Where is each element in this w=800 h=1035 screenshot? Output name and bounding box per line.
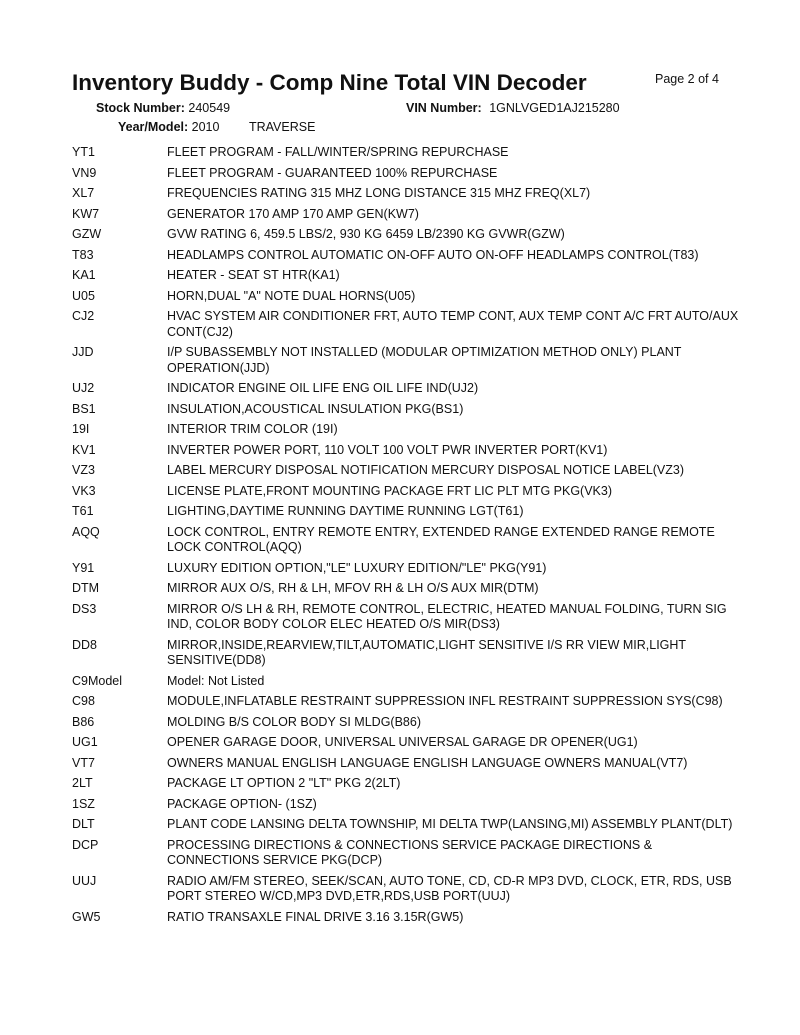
option-code: KA1: [72, 268, 96, 282]
option-code: GW5: [72, 909, 101, 924]
option-description: PLANT CODE LANSING DELTA TOWNSHIP, MI DELTA TWP(LANSING,MI) ASSEMBLY PLANT(DLT): [167, 817, 733, 831]
vin-number-value: 1GNLVGED1AJ215280: [489, 101, 620, 115]
option-code: DLT: [72, 817, 95, 831]
option-row: [72, 638, 752, 669]
option-row: [72, 561, 752, 577]
option-description: INVERTER POWER PORT, 110 VOLT 100 VOLT PWR INVERTER PORT(KV1): [167, 442, 608, 457]
option-row: [72, 166, 752, 182]
option-code: UJ2: [72, 381, 95, 395]
option-description: LICENSE PLATE,FRONT MOUNTING PACKAGE FRT LIC PLT MTG PKG(VK3): [167, 483, 612, 498]
vin-number-label: VIN Number:: [406, 101, 482, 115]
option-row: [72, 443, 752, 459]
option-row: [72, 345, 752, 376]
page-number: Page 2 of 4: [655, 72, 719, 86]
option-code: 1SZ: [72, 796, 95, 811]
option-code: C98: [72, 694, 95, 708]
option-row: [72, 838, 752, 869]
option-row: [72, 268, 752, 284]
option-code: JJD: [72, 345, 94, 359]
option-row: [72, 381, 752, 397]
option-row: [72, 145, 752, 161]
option-code: KW7: [72, 206, 100, 221]
option-row: [72, 402, 752, 418]
option-code: Y91: [72, 560, 95, 575]
option-description: OPENER GARAGE DOOR, UNIVERSAL UNIVERSAL GARAGE DR OPENER(UG1): [167, 735, 638, 749]
year-model-label: Year/Model:: [118, 120, 189, 134]
option-code: B86: [72, 714, 95, 729]
page-title: Inventory Buddy - Comp Nine Total VIN Decoder: [72, 70, 587, 95]
option-row: [72, 817, 752, 833]
option-description: PACKAGE OPTION- (1SZ): [167, 796, 317, 811]
option-code: DTM: [72, 581, 100, 595]
option-row: [72, 186, 752, 202]
option-description: LOCK CONTROL, ENTRY REMOTE ENTRY, EXTENDED RANGE EXTENDED RANGE REMOTE LOCK CONTROL(AQQ): [167, 524, 715, 554]
option-code: VN9: [72, 165, 97, 180]
option-row: [72, 248, 752, 264]
option-description: HVAC SYSTEM AIR CONDITIONER FRT, AUTO TEMP CONT, AUX TEMP CONT A/C FRT AUTO/AUX CONT(CJ2): [167, 309, 739, 339]
option-description: PACKAGE LT OPTION 2 "LT" PKG 2(2LT): [167, 776, 401, 790]
option-row: [72, 463, 752, 479]
option-description: MODULE,INFLATABLE RESTRAINT SUPPRESSION INFL RESTRAINT SUPPRESSION SYS(C98): [167, 694, 723, 708]
option-code: 2LT: [72, 776, 93, 790]
stock-number: [96, 101, 230, 115]
option-row: [72, 525, 752, 556]
option-row: [72, 874, 752, 905]
option-row: [72, 776, 752, 792]
option-code: T61: [72, 504, 94, 518]
stock-number-label: Stock Number:: [96, 101, 185, 115]
option-description: GVW RATING 6, 459.5 LBS/2, 930 KG 6459 LB/2390 KG GVWR(GZW): [167, 227, 565, 241]
option-row: [72, 227, 752, 243]
option-row: [72, 910, 752, 926]
option-row: [72, 674, 752, 690]
option-code: BS1: [72, 401, 96, 416]
option-description: LUXURY EDITION OPTION,"LE" LUXURY EDITION/"LE" PKG(Y91): [167, 560, 547, 575]
option-code: DS3: [72, 601, 97, 616]
option-description: RATIO TRANSAXLE FINAL DRIVE 3.16 3.15R(GW5): [167, 909, 464, 924]
year-value: 2010: [191, 120, 220, 134]
option-row: [72, 504, 752, 520]
option-code: T83: [72, 247, 94, 262]
option-code-list: [72, 145, 752, 930]
option-code: VZ3: [72, 463, 95, 477]
option-code: U05: [72, 288, 95, 303]
option-description: INTERIOR TRIM COLOR (19I): [167, 422, 338, 436]
option-row: [72, 602, 752, 633]
option-code: UUJ: [72, 873, 97, 888]
option-description: HEATER - SEAT ST HTR(KA1): [167, 268, 340, 282]
option-description: I/P SUBASSEMBLY NOT INSTALLED (MODULAR OPTIMIZATION METHOD ONLY) PLANT OPERATION(JJD): [167, 345, 682, 375]
year-model: [118, 120, 315, 134]
option-row: [72, 289, 752, 305]
option-description: MIRROR,INSIDE,REARVIEW,TILT,AUTOMATIC,LIGHT SENSITIVE I/S RR VIEW MIR,LIGHT SENSITIVE(DD8): [167, 637, 686, 667]
option-description: MOLDING B/S COLOR BODY SI MLDG(B86): [167, 714, 421, 729]
option-code: VK3: [72, 483, 96, 498]
model-value: TRAVERSE: [248, 120, 316, 134]
option-code: DCP: [72, 837, 99, 852]
option-code: YT1: [72, 145, 95, 159]
option-description: FLEET PROGRAM - GUARANTEED 100% REPURCHASE: [167, 165, 498, 180]
option-code: AQQ: [72, 524, 100, 539]
option-row: [72, 581, 752, 597]
option-description: FREQUENCIES RATING 315 MHZ LONG DISTANCE 315 MHZ FREQ(XL7): [167, 186, 591, 200]
option-description: HEADLAMPS CONTROL AUTOMATIC ON-OFF AUTO ON-OFF HEADLAMPS CONTROL(T83): [167, 247, 699, 262]
option-description: LABEL MERCURY DISPOSAL NOTIFICATION MERCURY DISPOSAL NOTICE LABEL(VZ3): [167, 463, 685, 477]
option-code: DD8: [72, 637, 98, 652]
option-description: RADIO AM/FM STEREO, SEEK/SCAN, AUTO TONE, CD, CD-R MP3 DVD, CLOCK, ETR, RDS, USB PORT STEREO W/CD,MP3 DVD,ETR,RDS,USB PORT(UUJ): [167, 873, 732, 903]
option-description: PROCESSING DIRECTIONS & CONNECTIONS SERVICE PACKAGE DIRECTIONS & CONNECTIONS SERVICE PKG(DCP): [167, 837, 653, 867]
option-row: [72, 309, 752, 340]
option-description: INSULATION,ACOUSTICAL INSULATION PKG(BS1): [167, 401, 464, 416]
option-code: KV1: [72, 442, 96, 457]
vin-number: [406, 101, 620, 115]
option-code: CJ2: [72, 309, 95, 323]
stock-number-value: 240549: [188, 101, 231, 115]
option-code: 19I: [72, 422, 90, 436]
option-row: [72, 735, 752, 751]
option-description: OWNERS MANUAL ENGLISH LANGUAGE ENGLISH LANGUAGE OWNERS MANUAL(VT7): [167, 755, 688, 770]
option-description: MIRROR O/S LH & RH, REMOTE CONTROL, ELECTRIC, HEATED MANUAL FOLDING, TURN SIG IND, COLOR BODY COLOR ELEC HEATED O/S MIR(DS3): [167, 601, 727, 631]
option-description: HORN,DUAL "A" NOTE DUAL HORNS(U05): [167, 288, 416, 303]
option-row: [72, 694, 752, 710]
option-description: GENERATOR 170 AMP 170 AMP GEN(KW7): [167, 206, 419, 221]
option-description: FLEET PROGRAM - FALL/WINTER/SPRING REPURCHASE: [167, 145, 509, 159]
option-row: [72, 756, 752, 772]
option-code: GZW: [72, 227, 102, 241]
option-row: [72, 207, 752, 223]
option-description: INDICATOR ENGINE OIL LIFE ENG OIL LIFE IND(UJ2): [167, 381, 479, 395]
option-description: Model: Not Listed: [167, 673, 265, 688]
option-row: [72, 422, 752, 438]
option-code: XL7: [72, 186, 95, 200]
option-description: MIRROR AUX O/S, RH & LH, MFOV RH & LH O/S AUX MIR(DTM): [167, 581, 539, 595]
option-row: [72, 484, 752, 500]
option-code: VT7: [72, 755, 95, 770]
option-code: C9Model: [72, 673, 123, 688]
option-description: LIGHTING,DAYTIME RUNNING DAYTIME RUNNING LGT(T61): [167, 504, 524, 518]
option-code: UG1: [72, 735, 98, 749]
option-row: [72, 797, 752, 813]
option-row: [72, 715, 752, 731]
